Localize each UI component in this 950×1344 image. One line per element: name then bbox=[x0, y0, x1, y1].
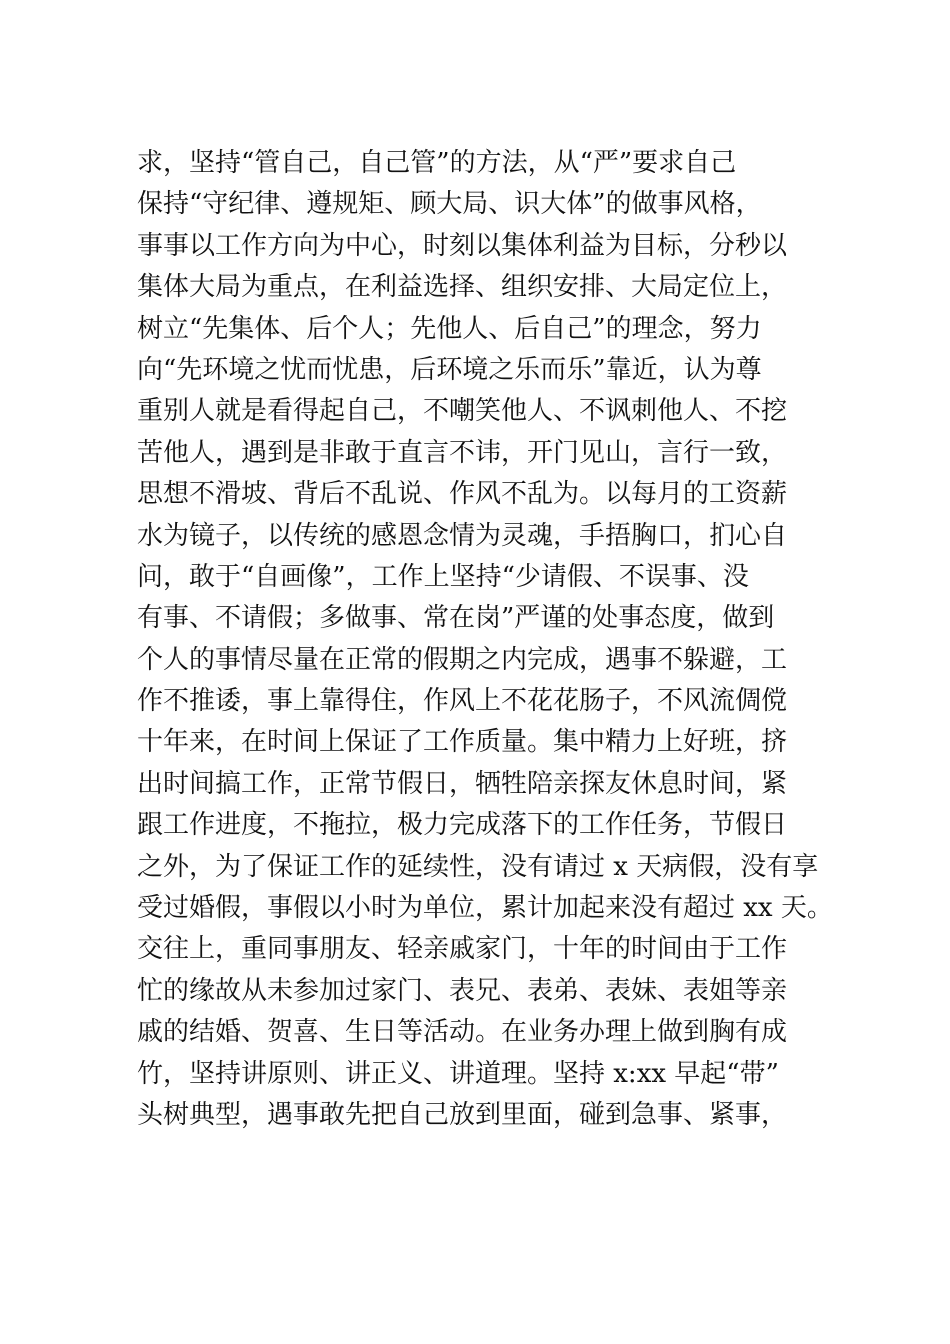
body-text bbox=[137, 143, 857, 1136]
text-line: 跟工作进度，不拖拉，极力完成落下的工作任务，节假日 bbox=[137, 810, 788, 841]
text-line: 戚的结婚、贺喜、生日等活动。在业务办理上做到胸有成 bbox=[137, 1017, 788, 1048]
text-line: 集体大局为重点，在利益选择、组织安排、大局定位上， bbox=[137, 272, 788, 303]
text-line: 出时间搞工作，正常节假日，牺牲陪亲探友休息时间，紧 bbox=[137, 768, 788, 799]
text-line: 问，敢于“自画像”，工作上坚持“少请假、不误事、没 bbox=[137, 561, 749, 592]
text-line: 之外，为了保证工作的延续性，没有请过 x 天病假，没有享 bbox=[137, 851, 819, 882]
text-line: 苦他人，遇到是非敢于直言不讳，开门见山，言行一致， bbox=[137, 437, 788, 468]
text-line: 事事以工作方向为中心，时刻以集体利益为目标，分秒以 bbox=[137, 230, 788, 261]
text-line: 水为镜子，以传统的感恩念情为灵魂，手捂胸口，扪心自 bbox=[137, 520, 788, 551]
text-line: 保持“守纪律、遵规矩、顾大局、识大体”的做事风格， bbox=[137, 189, 762, 220]
text-line: 有事、不请假；多做事、常在岗”严谨的处事态度，做到 bbox=[137, 603, 775, 634]
text-line: 个人的事情尽量在正常的假期之内完成，遇事不躲避，工 bbox=[137, 644, 788, 675]
text-line: 交往上，重同事朋友、轻亲戚家门，十年的时间由于工作 bbox=[137, 934, 788, 965]
text-line: 思想不滑坡、背后不乱说、作风不乱为。以每月的工资薪 bbox=[137, 479, 788, 510]
text-line: 重别人就是看得起自己，不嘲笑他人、不讽刺他人、不挖 bbox=[137, 396, 788, 427]
text-line: 作不推诿，事上靠得住，作风上不花花肠子，不风流倜傥 bbox=[137, 686, 788, 717]
text-line: 树立“先集体、后个人；先他人、后自己”的理念，努力 bbox=[137, 313, 762, 344]
text-line: 十年来，在时间上保证了工作质量。集中精力上好班，挤 bbox=[137, 727, 788, 758]
text-line: 向“先环境之忧而忧患，后环境之乐而乐”靠近，认为尊 bbox=[137, 354, 762, 385]
text-line: 竹，坚持讲原则、讲正义、讲道理。坚持 x:xx 早起“带” bbox=[137, 1058, 779, 1089]
text-line: 头树典型，遇事敢先把自己放到里面，碰到急事、紧事， bbox=[137, 1099, 788, 1130]
text-line: 受过婚假，事假以小时为单位，累计加起来没有超过 xx 天。 bbox=[137, 893, 833, 924]
text-line: 忙的缘故从未参加过家门、表兄、表弟、表妹、表姐等亲 bbox=[137, 975, 788, 1006]
text-line: 求，坚持“管自己，自己管”的方法，从“严”要求自己 bbox=[137, 148, 737, 178]
